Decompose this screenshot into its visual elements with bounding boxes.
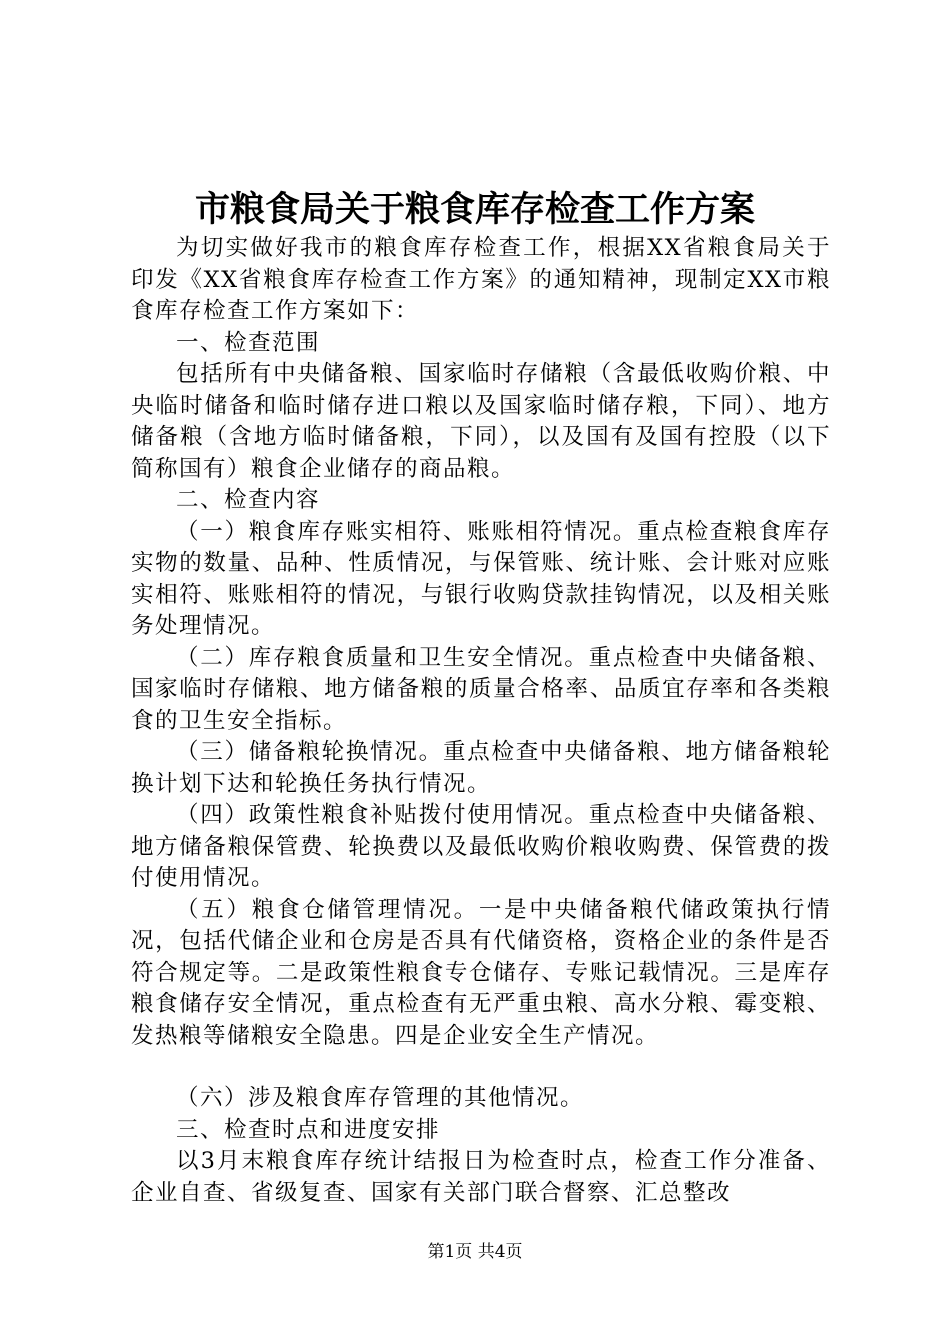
section-heading-content: 二、检查内容: [176, 487, 321, 513]
scope-paragraph: 包括所有中央储备粮、国家临时存储粮（含最低收购价粮、中央临时储备和临时储存进口粮以及国家临时储存粮，下同）、地方储备粮（含地方临时储备粮，下同），以及国有及国有控股（以下简称国有）粮食企业储存的商品粮。: [131, 361, 831, 482]
intro-paragraph: 为切实做好我市的粮食库存检查工作，根据XX省粮食局关于印发《XX省粮食库存检查工作方案》的通知精神，现制定XX市粮食库存检查工作方案如下：: [131, 235, 831, 324]
document-body: [131, 233, 831, 1209]
content-item-2: （二）库存粮食质量和卫生安全情况。重点检查中央储备粮、国家临时存储粮、地方储备粮的质量合格率、品质宜存率和各类粮食的卫生安全指标。: [131, 644, 831, 734]
section-heading-scope: 一、检查范围: [176, 329, 321, 356]
page-number-footer: 第1页 共4页: [427, 1242, 523, 1262]
schedule-paragraph: 以3月末粮食库存统计结报日为检查时点，检查工作分准备、企业自查、省级复查、国家有关部门联合督察、汇总整改: [131, 1148, 831, 1206]
section-heading-schedule: 三、检查时点和进度安排: [176, 1116, 441, 1143]
content-item-6: （六）涉及粮食库存管理的其他情况。: [176, 1085, 585, 1111]
content-item-1: （一）粮食库存账实相符、账账相符情况。重点检查粮食库存实物的数量、品种、性质情况，与保管账、统计账、会计账对应账实相符、账账相符的情况，与银行收购贷款挂钩情况，以及相关账务处理情况。: [131, 518, 831, 639]
content-item-5: （五）粮食仓储管理情况。一是中央储备粮代储政策执行情况，包括代储企业和仓房是否具有代储资格，资格企业的条件是否符合规定等。二是政策性粮食专仓储存、专账记载情况。三是库存粮食储存安全情况，重点检查有无严重虫粮、高水分粮、霉变粮、发热粮等储粮安全隐患。四是企业安全生产情况。: [131, 896, 831, 1049]
content-item-4: （四）政策性粮食补贴拨付使用情况。重点检查中央储备粮、地方储备粮保管费、轮换费以及最低收购价粮收购费、保管费的拨付使用情况。: [131, 802, 831, 891]
content-item-3: （三）储备粮轮换情况。重点检查中央储备粮、地方储备粮轮换计划下达和轮换任务执行情况。: [131, 739, 831, 797]
document-title: 市粮食局关于粮食库存检查工作方案: [194, 189, 755, 230]
